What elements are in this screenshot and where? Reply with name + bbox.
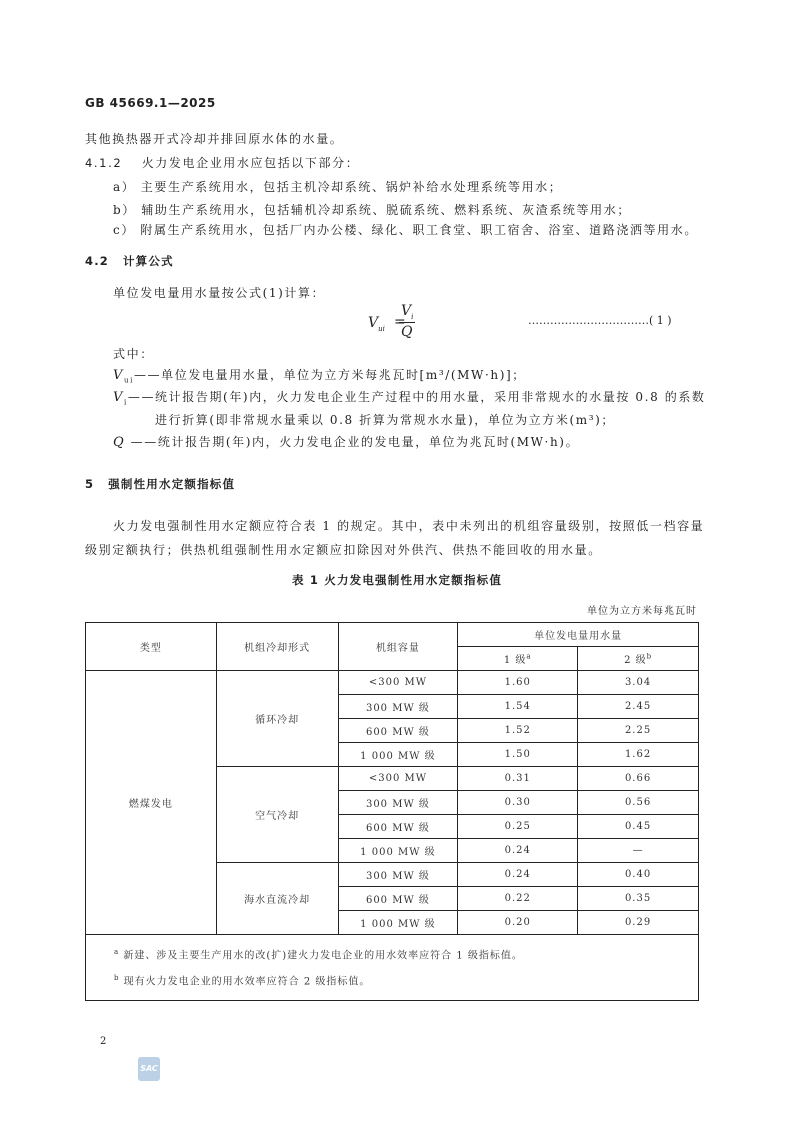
capacity-cell: 1 000 MW 级 [338, 911, 458, 935]
grade-2-cell: — [578, 839, 699, 863]
definition-continuation: 进行折算(即非常规水量乘以 0.8 折算为常规水水量)，单位为立方米(m³)； [155, 413, 616, 427]
grade-2-cell: 2.45 [578, 695, 699, 719]
formula-numerator: $V_i$ [401, 303, 414, 321]
formula-lhs: $V_{ui}$ [368, 315, 385, 333]
paragraph: 级别定额执行；供热机组强制性用水定额应扣除因对外供汽、供热不能回收的用水量。 [85, 543, 602, 557]
grade-1-cell: 0.22 [458, 887, 578, 911]
clause-number: 4.1.2 [85, 156, 123, 170]
grade-1-cell: 1.54 [458, 695, 578, 719]
grade-1-cell: 1.60 [458, 671, 578, 695]
grade-2-cell: 1.62 [578, 743, 699, 767]
capacity-cell: <300 MW [338, 671, 458, 695]
page-number: 2 [100, 1036, 107, 1047]
grade-2-cell: 0.56 [578, 791, 699, 815]
grade-1-cell: 0.24 [458, 863, 578, 887]
clause-text: 火力发电企业用水应包括以下部分： [141, 156, 360, 170]
cooling-cell: 空气冷却 [216, 767, 338, 863]
cooling-cell: 循环冷却 [216, 671, 338, 767]
grade-2-cell: 0.40 [578, 863, 699, 887]
grade-2-cell: 0.66 [578, 767, 699, 791]
clause-4-1-2 [85, 154, 359, 171]
definition: $V_i——$统计报告期(年)内，火力发电企业生产过程中的用水量，采用非常规水的水量按 0.8 的系数 [113, 390, 706, 407]
formula-intro: 单位发电量用水量按公式(1)计算： [113, 286, 326, 300]
fraction-bar [399, 322, 415, 323]
capacity-cell: 600 MW 级 [338, 887, 458, 911]
table-row [86, 671, 699, 695]
section-5-heading [85, 476, 235, 492]
grade-2-cell: 0.29 [578, 911, 699, 935]
list-item [113, 178, 562, 195]
capacity-cell: 600 MW 级 [338, 815, 458, 839]
capacity-cell: 1 000 MW 级 [338, 743, 458, 767]
footnote: $^a$ 新建、涉及主要生产用水的改(扩)建火力发电企业的用水效率应符合 1 级指标值。 [114, 948, 523, 962]
header-capacity: 机组容量 [338, 623, 458, 671]
where-label: 式中： [113, 347, 154, 361]
type-cell: 燃煤发电 [86, 671, 217, 935]
capacity-cell: 300 MW 级 [338, 695, 458, 719]
section-number: 4.2 [85, 254, 109, 268]
document-id: GB 45669.1—2025 [85, 96, 216, 110]
list-label: c） [113, 223, 135, 237]
list-item [113, 221, 698, 238]
list-item [113, 201, 631, 218]
paragraph: 火力发电强制性用水定额应符合表 1 的规定。其中，表中未列出的机组容量级别，按照低一档容量 [113, 519, 705, 533]
list-label: a） [113, 180, 136, 194]
capacity-cell: <300 MW [338, 767, 458, 791]
header-usage: 单位发电量用水量 [458, 623, 699, 647]
section-title: 强制性用水定额指标值 [108, 477, 236, 491]
footnote: $^b$ 现有火力发电企业的用水效率应符合 2 级指标值。 [114, 974, 371, 988]
list-label: b） [113, 203, 136, 217]
list-text: 主要生产系统用水，包括主机冷却系统、锅炉补给水处理系统等用水； [140, 180, 563, 194]
definition: Q ——统计报告期(年)内，火力发电企业的发电量，单位为兆瓦时(MW·h)。 [113, 435, 580, 450]
grade-1-cell: 1.52 [458, 719, 578, 743]
table-unit: 单位为立方米每兆瓦时 [587, 606, 697, 617]
formula-equals: = [394, 314, 406, 330]
grade-1-cell: 0.30 [458, 791, 578, 815]
formula-number: ……………………………( 1 ) [528, 314, 672, 327]
grade-2-cell: 0.45 [578, 815, 699, 839]
quota-table [85, 622, 699, 1001]
header-grade-2: 2 级$^b$ [578, 647, 699, 671]
list-text: 附属生产系统用水，包括厂内办公楼、绿化、职工食堂、职工宿舍、浴室、道路浇洒等用水。 [140, 223, 698, 237]
grade-2-cell: 2.25 [578, 719, 699, 743]
capacity-cell: 300 MW 级 [338, 791, 458, 815]
grade-1-cell: 0.25 [458, 815, 578, 839]
definition: $V_{ui}——$单位发电量用水量，单位为立方米每兆瓦时[m³/(MW·h)]； [113, 368, 526, 385]
grade-2-cell: 0.35 [578, 887, 699, 911]
table-footnotes [86, 935, 699, 1001]
sac-logo: SAC [138, 1057, 160, 1081]
continuation-text: 其他换热器开式冷却并排回原水体的水量。 [85, 132, 344, 146]
section-number: 5 [85, 477, 95, 491]
capacity-cell: 300 MW 级 [338, 863, 458, 887]
header-grade-1: 1 级$^a$ [458, 647, 578, 671]
formula-denominator: Q [401, 324, 413, 340]
grade-2-cell: 3.04 [578, 671, 699, 695]
grade-1-cell: 0.31 [458, 767, 578, 791]
table-caption: 表 1 火力发电强制性用水定额指标值 [291, 573, 503, 587]
section-title: 计算公式 [122, 254, 174, 268]
list-text: 辅助生产系统用水，包括辅机冷却系统、脱硫系统、燃料系统、灰渣系统等用水； [141, 203, 631, 217]
header-type: 类型 [86, 623, 217, 671]
section-4-2-heading [85, 253, 174, 269]
capacity-cell: 1 000 MW 级 [338, 839, 458, 863]
cooling-cell: 海水直流冷却 [216, 863, 338, 935]
grade-1-cell: 0.24 [458, 839, 578, 863]
grade-1-cell: 0.20 [458, 911, 578, 935]
header-cooling: 机组冷却形式 [216, 623, 338, 671]
grade-1-cell: 1.50 [458, 743, 578, 767]
capacity-cell: 600 MW 级 [338, 719, 458, 743]
